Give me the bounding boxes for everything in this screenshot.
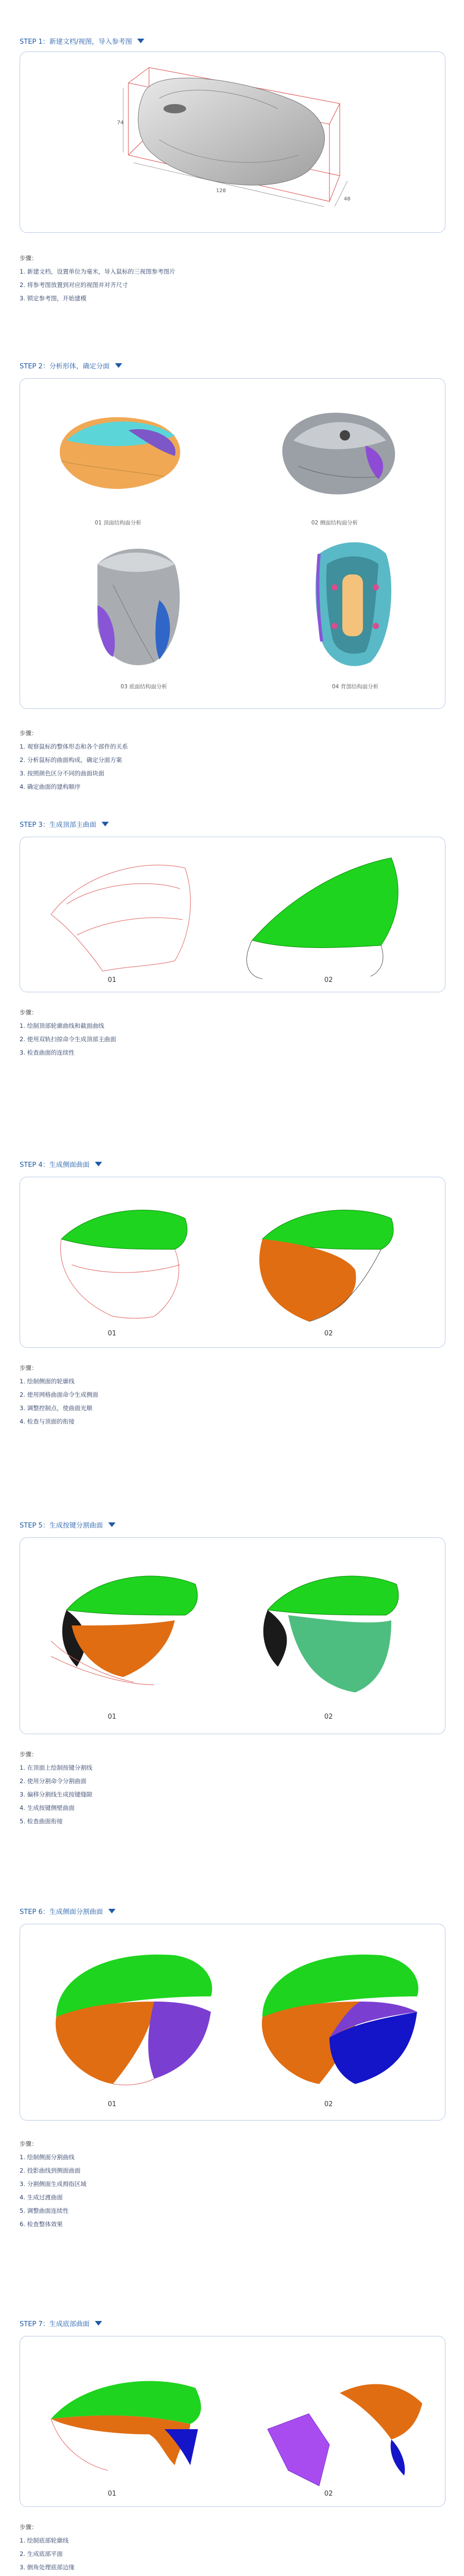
steps-label: 步骤： [20, 1751, 38, 1758]
step-item: 3. 按照颜色区分不同的曲面块面 [20, 770, 105, 777]
caption-02: 02 侧面结构面分析 [311, 520, 358, 526]
section-2-title: STEP 2：分析形体，确定分面 [20, 363, 110, 370]
step-item: 1. 在顶面上绘制按键分割线 [20, 1764, 93, 1771]
step-item: 2. 使用分割命令分割曲面 [20, 1777, 87, 1785]
section-4-title: STEP 4：生成侧面曲面 [20, 1161, 90, 1169]
section-4-header [20, 1159, 102, 1169]
label-01: 01 [108, 2490, 117, 2498]
section-7-header [20, 2318, 102, 2328]
label-02: 02 [324, 2490, 333, 2498]
step7-illustration [20, 2336, 445, 2506]
step-item: 5. 调整曲面连续性 [20, 2207, 69, 2214]
dim-length: 128 [216, 188, 226, 194]
section-4-steps [20, 1361, 444, 1428]
step5-illustration [20, 1538, 445, 1734]
step-item: 3. 调整控制点，使曲面光顺 [20, 1404, 93, 1412]
steps-label: 步骤： [20, 255, 38, 262]
chevron-down-icon[interactable] [108, 1522, 115, 1527]
chevron-down-icon[interactable] [115, 363, 122, 368]
step-item: 2. 分析鼠标的曲面构成，确定分面方案 [20, 756, 122, 764]
step-item: 4. 确定曲面的建构顺序 [20, 783, 81, 790]
section-6-card [20, 1924, 445, 2121]
section-6-header [20, 1906, 115, 1916]
section-5-header [20, 1520, 115, 1530]
section-1-card [20, 52, 445, 233]
step-item: 1. 绘制侧面的轮廓线 [20, 1378, 75, 1385]
step3-illustration [20, 837, 445, 992]
step-item: 1. 绘制顶部轮廓曲线和截面曲线 [20, 1022, 105, 1029]
steps-label: 步骤： [20, 1009, 38, 1016]
section-4-card [20, 1177, 445, 1348]
section-3-steps [20, 1006, 444, 1059]
section-7-title: STEP 7：生成底部曲面 [20, 2320, 90, 2328]
step-item: 5. 检查曲面衔接 [20, 1818, 63, 1825]
step-item: 2. 使用双轨扫掠命令生成顶部主曲面 [20, 1036, 117, 1043]
step-item: 1. 绘制侧面分割曲线 [20, 2154, 75, 2161]
dim-height: 74 [117, 120, 124, 126]
step-item: 3. 锁定参考图，开始建模 [20, 295, 87, 302]
chevron-down-icon[interactable] [95, 1162, 102, 1166]
section-2-steps [20, 726, 444, 793]
dim-width: 48 [344, 196, 351, 202]
step-item: 3. 偏移分割线生成按键缝隙 [20, 1791, 93, 1798]
label-02: 02 [324, 1330, 333, 1337]
steps-label: 步骤： [20, 2140, 38, 2147]
label-01: 01 [108, 1330, 117, 1337]
step-item: 4. 生成过渡曲面 [20, 2194, 63, 2201]
section-3-card [20, 837, 445, 992]
caption-03: 03 底面结构面分析 [120, 684, 168, 690]
step-item: 2. 使用网格曲面命令生成侧面 [20, 1391, 98, 1398]
steps-label: 步骤： [20, 730, 38, 737]
section-6-title: STEP 6：生成侧面分割曲面 [20, 1908, 103, 1916]
label-01: 01 [108, 976, 117, 984]
label-02: 02 [324, 976, 333, 984]
step-item: 1. 绘制底部轮廓线 [20, 2537, 69, 2544]
step-item: 2. 生成底部平面 [20, 2550, 63, 2557]
label-01: 01 [108, 1713, 117, 1721]
caption-01: 01 顶面结构面分析 [94, 520, 142, 526]
step-item: 6. 检查整体效果 [20, 2221, 63, 2228]
step-item: 1. 新建文档，设置单位为毫米，导入鼠标的三视图参考图片 [20, 268, 176, 275]
mouse-bounding-box-illustration [20, 52, 445, 232]
caption-04: 04 背部结构面分析 [332, 684, 379, 690]
step-item: 2. 投影曲线到侧面曲面 [20, 2167, 81, 2174]
step6-illustration [20, 1924, 445, 2120]
chevron-down-icon[interactable] [137, 39, 144, 43]
chevron-down-icon[interactable] [108, 1909, 115, 1913]
section-7-steps [20, 2520, 444, 2574]
chevron-down-icon[interactable] [95, 2321, 102, 2326]
steps-label: 步骤： [20, 2523, 38, 2531]
step-item: 3. 倒角处理底部边缘 [20, 2564, 75, 2571]
label-02: 02 [324, 1713, 333, 1721]
section-3-header [20, 819, 109, 829]
section-1-header [20, 36, 144, 46]
section-5-steps [20, 1748, 444, 1828]
step-item: 2. 将参考图放置到对应的视图并对齐尺寸 [20, 281, 128, 289]
section-1-title: STEP 1：新建文档/视图，导入参考图 [20, 38, 132, 46]
section-5-card [20, 1537, 445, 1734]
label-02: 02 [324, 2100, 333, 2108]
section-2-header [20, 361, 122, 370]
section-5-title: STEP 5：生成按键分割曲面 [20, 1522, 103, 1530]
step-item: 4. 生成按键侧壁曲面 [20, 1804, 75, 1811]
shape-analysis-illustration [20, 379, 445, 708]
step-item: 1. 观察鼠标的整体形态和各个部件的关系 [20, 743, 128, 750]
step-item: 4. 检查与顶面的衔接 [20, 1418, 75, 1425]
label-01: 01 [108, 2100, 117, 2108]
section-7-card [20, 2336, 445, 2507]
section-1-steps [20, 251, 444, 305]
step-item: 3. 分割侧面生成拇指区域 [20, 2180, 87, 2188]
step4-illustration [20, 1177, 445, 1347]
section-6-steps [20, 2137, 444, 2231]
step-item: 3. 检查曲面的连续性 [20, 1049, 75, 1056]
section-2-card [20, 378, 445, 709]
chevron-down-icon[interactable] [102, 822, 109, 826]
section-3-title: STEP 3：生成顶部主曲面 [20, 821, 96, 829]
steps-label: 步骤： [20, 1364, 38, 1371]
